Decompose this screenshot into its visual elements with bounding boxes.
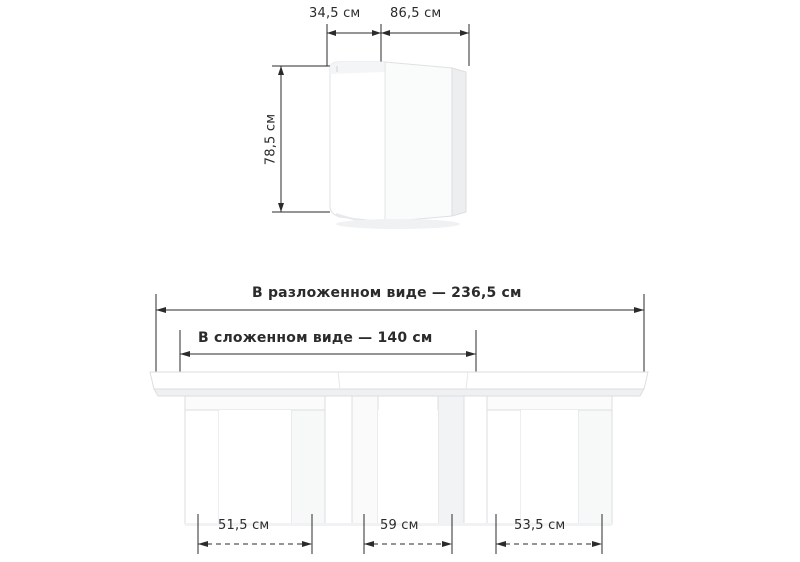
folded-table-drawing [0, 0, 800, 270]
folded-height-label: 78,5 см [263, 113, 279, 166]
leg-section-left-label: 51,5 см [218, 518, 270, 533]
folded-depth-right-label: 86,5 см [390, 6, 442, 21]
height-dimension-lines [272, 66, 330, 212]
leg-section-center-label: 59 см [380, 518, 419, 533]
unfolded-table-body [150, 372, 648, 526]
folded-depth-left-label: 34,5 см [309, 6, 361, 21]
top-dimension-lines [327, 24, 469, 66]
unfolded-table-drawing [0, 262, 800, 562]
total-folded-label: В сложенном виде — 140 см [198, 330, 433, 346]
leg-section-right-label: 53,5 см [514, 518, 566, 533]
total-unfolded-label: В разложенном виде — 236,5 см [252, 285, 522, 301]
folded-table-body [330, 62, 466, 229]
